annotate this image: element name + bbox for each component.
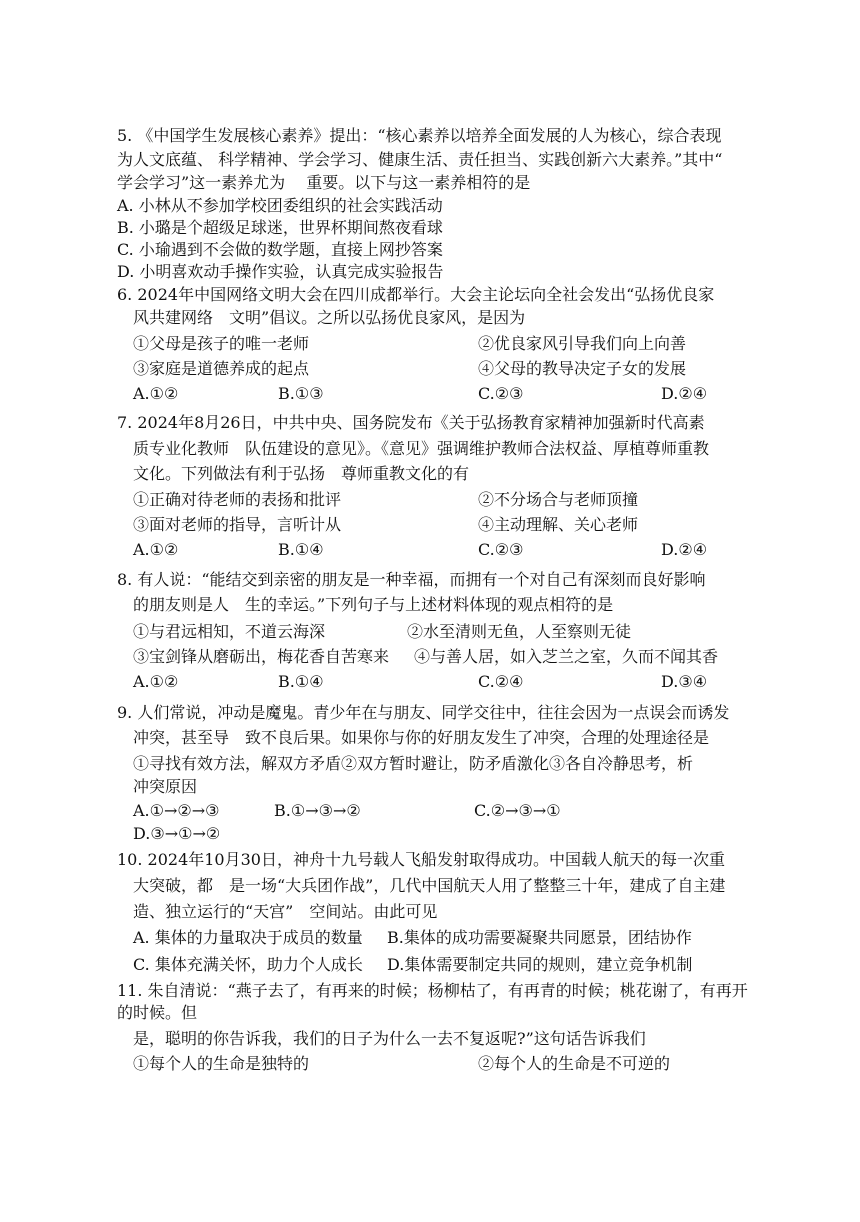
statement-2: ②优良家风引导我们向上向善 [478,334,687,353]
question-text: 8. 有人说：“能结交到亲密的朋友是一种幸福，而拥有一个对自己有深刻而良好影响 [117,570,706,589]
choice-d: D.②④ [661,384,708,403]
option-c: C. 小瑜遇到不会做的数学题，直接上网抄答案 [117,240,443,259]
statement-4: ④与善人居，如入芝兰之室，久而不闻其香 [414,647,719,666]
choice-a: A.①② [133,672,179,691]
choice-b: B.①③ [278,384,324,403]
statement-1: ①正确对待老师的表扬和批评 [133,490,342,509]
question-text: 造、独立运行的“天宫” 空间站。由此可见 [133,902,438,921]
statement-1: ①每个人的生命是独特的 [133,1054,310,1073]
question-text: 冲突，甚至导 致不良后果。如果你与你的好朋友发生了冲突，合理的处理途径是 [133,728,710,747]
option-d: D. 小明喜欢动手操作实验，认真完成实验报告 [117,262,444,281]
statement-4: ④主动理解、关心老师 [478,515,639,534]
statement-3: ③宝剑锋从磨砺出，梅花香自苦寒来 [133,647,390,666]
option-b: B.集体的成功需要凝聚共同愿景，团结协作 [387,928,692,947]
option-b: B. 小璐是个超级足球迷，世界杯期间熬夜看球 [117,218,443,237]
question-text: 风共建网络 文明”倡议。之所以弘扬优良家风，是因为 [133,308,526,327]
question-text: 大突破，都 是一场“大兵团作战”，几代中国航天人用了整整三十年，建成了自主建 [133,876,726,895]
question-text: ①寻找有效方法，解双方矛盾②双方暂时避让，防矛盾激化③各自冷静思考，析 [133,754,694,773]
question-text: 的时候。但 [117,1003,198,1022]
statement-4: ④父母的教导决定子女的发展 [478,359,687,378]
choice-c: C.②③ [478,384,524,403]
statement-3: ③家庭是道德养成的起点 [133,359,310,378]
question-text: 7. 2024年8月26日，中共中央、国务院发布《关于弘扬教育家精神加强新时代高素 [117,413,705,432]
option-d: D.集体需要制定共同的规则，建立竞争机制 [387,955,693,974]
statement-1: ①父母是孩子的唯一老师 [133,334,310,353]
question-text: 文化。下列做法有利于弘扬 尊师重教文化的有 [133,464,470,483]
choice-a: A.①② [133,540,179,559]
choice-b: B.①→③→② [274,801,361,820]
statement-2: ②水至清则无鱼，人至察则无徒 [407,622,632,641]
question-text: 11. 朱自清说：“燕子去了，有再来的时候；杨柳枯了，有再青的时候；桃花谢了，有再开 [117,981,748,1000]
question-text: 为人文底蕴、 科学精神、学会学习、健康生活、责任担当、实践创新六大素养。”其中“ [117,150,723,169]
question-text: 6. 2024年中国网络文明大会在四川成都举行。大会主论坛向全社会发出“弘扬优良家 [117,285,715,304]
statement-2: ②每个人的生命是不可逆的 [478,1054,671,1073]
choice-c: C.②④ [478,672,524,691]
question-text: 的朋友则是人 生的幸运。”下列句子与上述材料体现的观点相符的是 [133,595,614,614]
choice-d: D.③→①→② [133,824,221,843]
statement-2: ②不分场合与老师顶撞 [478,490,639,509]
option-c: C. 集体充满关怀，助力个人成长 [133,955,363,974]
choice-c: C.②→③→① [474,801,561,820]
choice-b: B.①④ [278,540,324,559]
option-a: A. 集体的力量取决于成员的数量 [133,928,363,947]
choice-a: A.①→②→③ [133,801,220,820]
question-text: 冲突原因 [133,777,198,796]
statement-1: ①与君远相知，不道云海深 [133,622,326,641]
statement-3: ③面对老师的指导，言听计从 [133,515,342,534]
question-text: 是，聪明的你告诉我，我们的日子为什么一去不复返呢?”这句话告诉我们 [133,1029,646,1048]
question-text: 9. 人们常说，冲动是魔鬼。青少年在与朋友、同学交往中，往往会因为一点误会而诱发 [117,703,730,722]
question-text: 学会学习”这一素养尤为 重要。以下与这一素养相符的是 [117,173,531,192]
choice-d: D.③④ [661,672,708,691]
question-text: 质专业化教师 队伍建设的意见》。《意见》强调维护教师合法权益、厚植尊师重教 [133,439,710,458]
choice-a: A.①② [133,384,179,403]
choice-c: C.②③ [478,540,524,559]
option-a: A. 小林从不参加学校团委组织的社会实践活动 [117,196,443,215]
choice-b: B.①④ [278,672,324,691]
choice-d: D.②④ [661,540,708,559]
question-text: 5. 《中国学生发展核心素养》提出：“核心素养以培养全面发展的人为核心，综合表现 [117,126,722,145]
question-text: 10. 2024年10月30日，神舟十九号载人飞船发射取得成功。中国载人航天的每一次重 [117,850,725,869]
